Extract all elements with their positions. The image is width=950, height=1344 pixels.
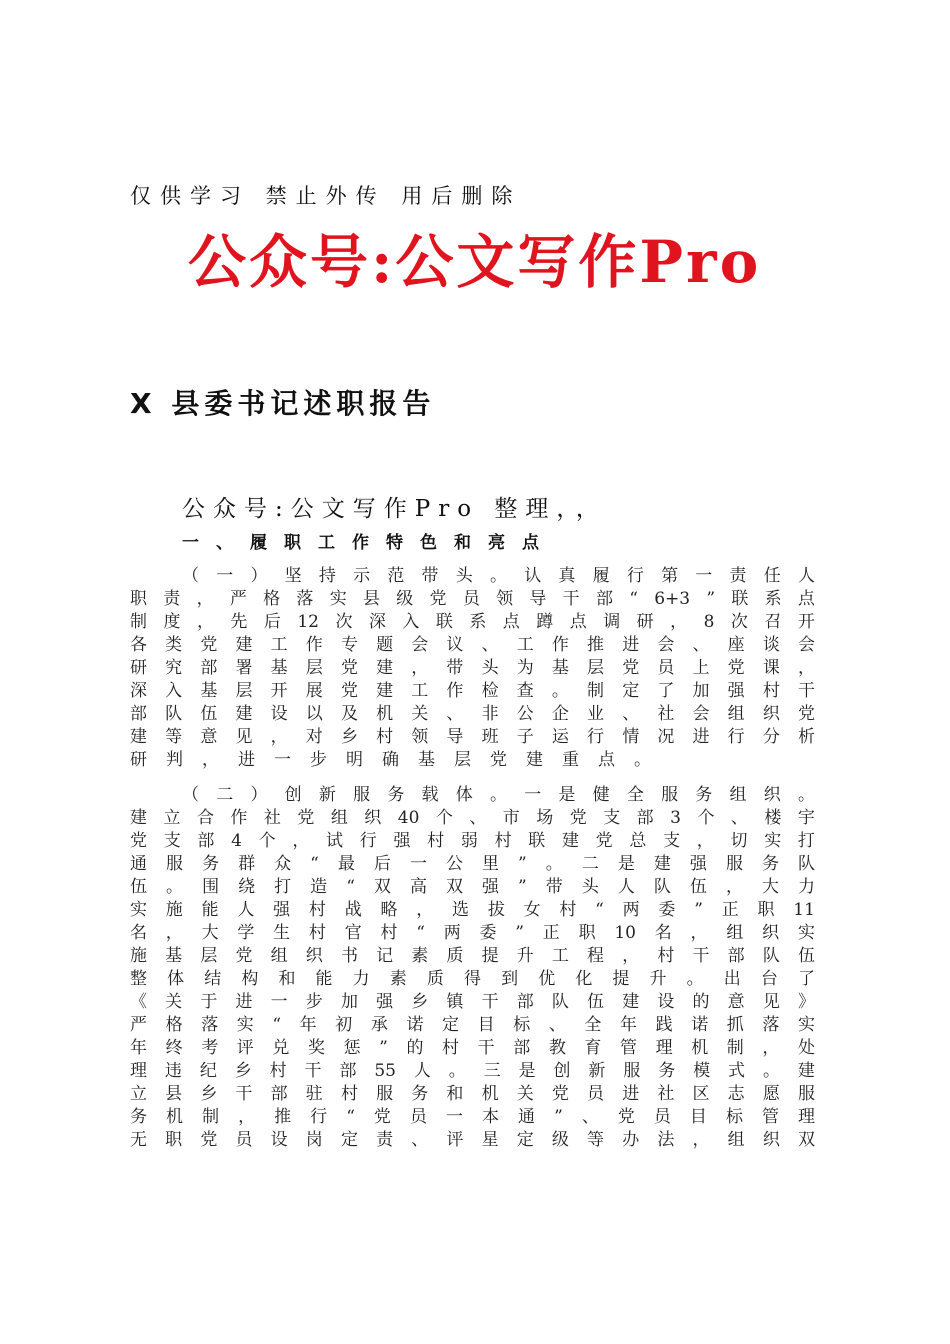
text-line: 建 等 意 见 ， 对 乡 村 领 导 班 子 运 行 情 况 进 行 分 析 xyxy=(130,727,815,747)
text-line: （ 一 ） 坚 持 示 范 带 头 。 认 真 履 行 第 一 责 任 人 xyxy=(182,566,815,586)
brand-watermark: 公众号:公文写作Pro xyxy=(188,228,762,296)
paragraph-2 xyxy=(130,784,815,1152)
text-line: 研 判 ， 进 一 步 明 确 基 层 党 建 重 点 。 xyxy=(130,750,651,770)
text-line: 严 格 落 实 “ 年 初 承 诺 定 目 标 、 全 年 践 诺 抓 落 实 xyxy=(130,1015,815,1035)
text-line: 伍 。 围 绕 打 造 “ 双 高 双 强 ” 带 头 人 队 伍 ， 大 力 xyxy=(130,877,815,897)
text-line: 《 关 于 进 一 步 加 强 乡 镇 干 部 队 伍 建 设 的 意 见 》 xyxy=(130,992,815,1012)
text-line: 部 队 伍 建 设 以 及 机 关 、 非 公 企 业 、 社 会 组 织 党 xyxy=(130,704,815,724)
text-line: 党 支 部 4 个 ， 试 行 强 村 弱 村 联 建 党 总 支 ， 切 实 打 xyxy=(130,831,815,851)
paragraph-1 xyxy=(130,565,815,772)
text-line: 建 立 合 作 社 党 组 织 40 个 、 市 场 党 支 部 3 个 、 楼 宇 xyxy=(130,808,815,828)
usage-notice: 仅供学习 禁止外传 用后删除 xyxy=(130,184,522,208)
text-line: 制 度 ， 先 后 12 次 深 入 联 系 点 蹲 点 调 研 ， 8 次 召 开 xyxy=(130,612,815,632)
document-title: X 县委书记述职报告 xyxy=(130,387,436,420)
text-line: 施 基 层 党 组 织 书 记 素 质 提 升 工 程 ， 村 干 部 队 伍 xyxy=(130,946,815,966)
text-line: 研 究 部 署 基 层 党 建 ， 带 头 为 基 层 党 员 上 党 课 ， xyxy=(130,658,815,678)
text-line: 实 施 能 人 强 村 战 略 ， 选 拔 女 村 “ 两 委 ” 正 职 11 xyxy=(130,900,815,920)
text-line: 无 职 党 员 设 岗 定 责 、 评 星 定 级 等 办 法 ， 组 织 双 xyxy=(130,1130,815,1150)
section-heading: 一、履职工作特色和亮点 xyxy=(182,533,556,553)
text-line: 各 类 党 建 工 作 专 题 会 议 、 工 作 推 进 会 、 座 谈 会 xyxy=(130,635,815,655)
text-line: 务 机 制 ， 推 行 “ 党 员 一 本 通 ” 、 党 员 目 标 管 理 xyxy=(130,1107,815,1127)
text-line: 年 终 考 评 兑 奖 惩 ” 的 村 干 部 教 育 管 理 机 制 ， 处 xyxy=(130,1038,815,1058)
text-line: 理 违 纪 乡 村 干 部 55 人 。 三 是 创 新 服 务 模 式 。 建 xyxy=(130,1061,815,1081)
text-line: 名 ， 大 学 生 村 官 村 “ 两 委 ” 正 职 10 名 ， 组 织 实 xyxy=(130,923,815,943)
text-line: （ 二 ） 创 新 服 务 载 体 。 一 是 健 全 服 务 组 织 。 xyxy=(182,785,815,805)
text-line: 整 体 结 构 和 能 力 素 质 得 到 优 化 提 升 。 出 台 了 xyxy=(130,969,815,989)
text-line: 通 服 务 群 众 “ 最 后 一 公 里 ” 。 二 是 建 强 服 务 队 xyxy=(130,854,815,874)
text-line: 职 责 ， 严 格 落 实 县 级 党 员 领 导 干 部 “ 6+3 ” 联 系 点 xyxy=(130,589,815,609)
text-line: 深 入 基 层 开 展 党 建 工 作 检 查 。 制 定 了 加 强 村 干 xyxy=(130,681,815,701)
text-line: 立 县 乡 干 部 驻 村 服 务 和 机 关 党 员 进 社 区 志 愿 服 xyxy=(130,1084,815,1104)
subtitle: 公众号:公文写作Pro 整理，， xyxy=(182,496,607,522)
